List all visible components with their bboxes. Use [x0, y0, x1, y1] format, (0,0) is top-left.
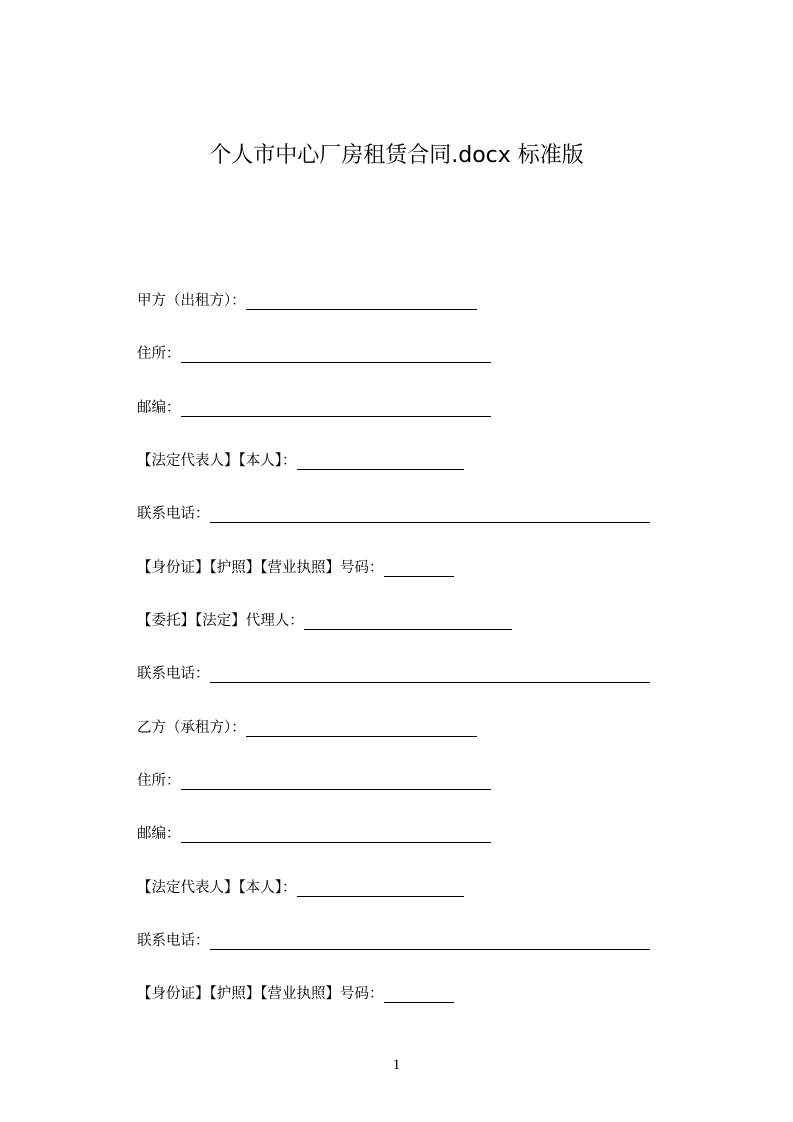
party-a-blank[interactable]: [246, 293, 477, 310]
page-number: 1: [392, 1057, 401, 1073]
page-title: 个人市中心厂房租赁合同.docx 标准版: [209, 143, 584, 168]
party-a-rep-blank[interactable]: [297, 453, 464, 470]
party-a-field: [137, 290, 477, 312]
party-b-rep-field: [137, 877, 464, 899]
party-a-postcode-label: 邮编：: [137, 400, 181, 416]
party-a-agent-phone-blank[interactable]: [210, 666, 650, 683]
party-a-agent-phone-label: 联系电话：: [137, 666, 210, 682]
party-b-phone-field: [137, 930, 650, 952]
party-b-label: 乙方（承租方）：: [137, 720, 246, 736]
party-b-address-label: 住所：: [137, 773, 181, 789]
party-a-label: 甲方（出租方）：: [137, 293, 246, 309]
party-a-id-label: 【身份证】【护照】【营业执照】号码：: [137, 560, 384, 576]
party-b-field: [137, 717, 477, 739]
party-a-agent-phone-field: [137, 663, 650, 685]
party-a-postcode-blank[interactable]: [181, 400, 491, 417]
party-b-rep-label: 【法定代表人】【本人】：: [137, 880, 297, 896]
party-b-address-field: [137, 770, 491, 792]
party-b-rep-blank[interactable]: [297, 880, 464, 897]
party-a-postcode-field: [137, 397, 491, 419]
party-a-phone-blank[interactable]: [210, 506, 650, 523]
party-a-rep-label: 【法定代表人】【本人】：: [137, 453, 297, 469]
party-a-agent-field: [137, 610, 512, 632]
party-b-postcode-blank[interactable]: [181, 826, 491, 843]
party-b-phone-blank[interactable]: [210, 933, 650, 950]
party-a-rep-field: [137, 450, 464, 472]
party-b-id-field: [137, 983, 454, 1005]
party-a-agent-label: 【委托】【法定】代理人：: [137, 613, 304, 629]
party-b-id-label: 【身份证】【护照】【营业执照】号码：: [137, 986, 384, 1002]
party-b-phone-label: 联系电话：: [137, 933, 210, 949]
party-b-blank[interactable]: [246, 720, 477, 737]
party-a-agent-blank[interactable]: [304, 613, 512, 630]
party-a-address-blank[interactable]: [181, 346, 491, 363]
party-a-address-field: [137, 343, 491, 365]
party-a-id-field: [137, 557, 454, 579]
party-b-postcode-field: [137, 823, 491, 845]
party-a-id-blank[interactable]: [384, 560, 454, 577]
party-a-address-label: 住所：: [137, 346, 181, 362]
party-b-address-blank[interactable]: [181, 773, 491, 790]
party-a-phone-label: 联系电话：: [137, 506, 210, 522]
party-b-id-blank[interactable]: [384, 986, 454, 1003]
party-b-postcode-label: 邮编：: [137, 826, 181, 842]
party-a-phone-field: [137, 503, 650, 525]
